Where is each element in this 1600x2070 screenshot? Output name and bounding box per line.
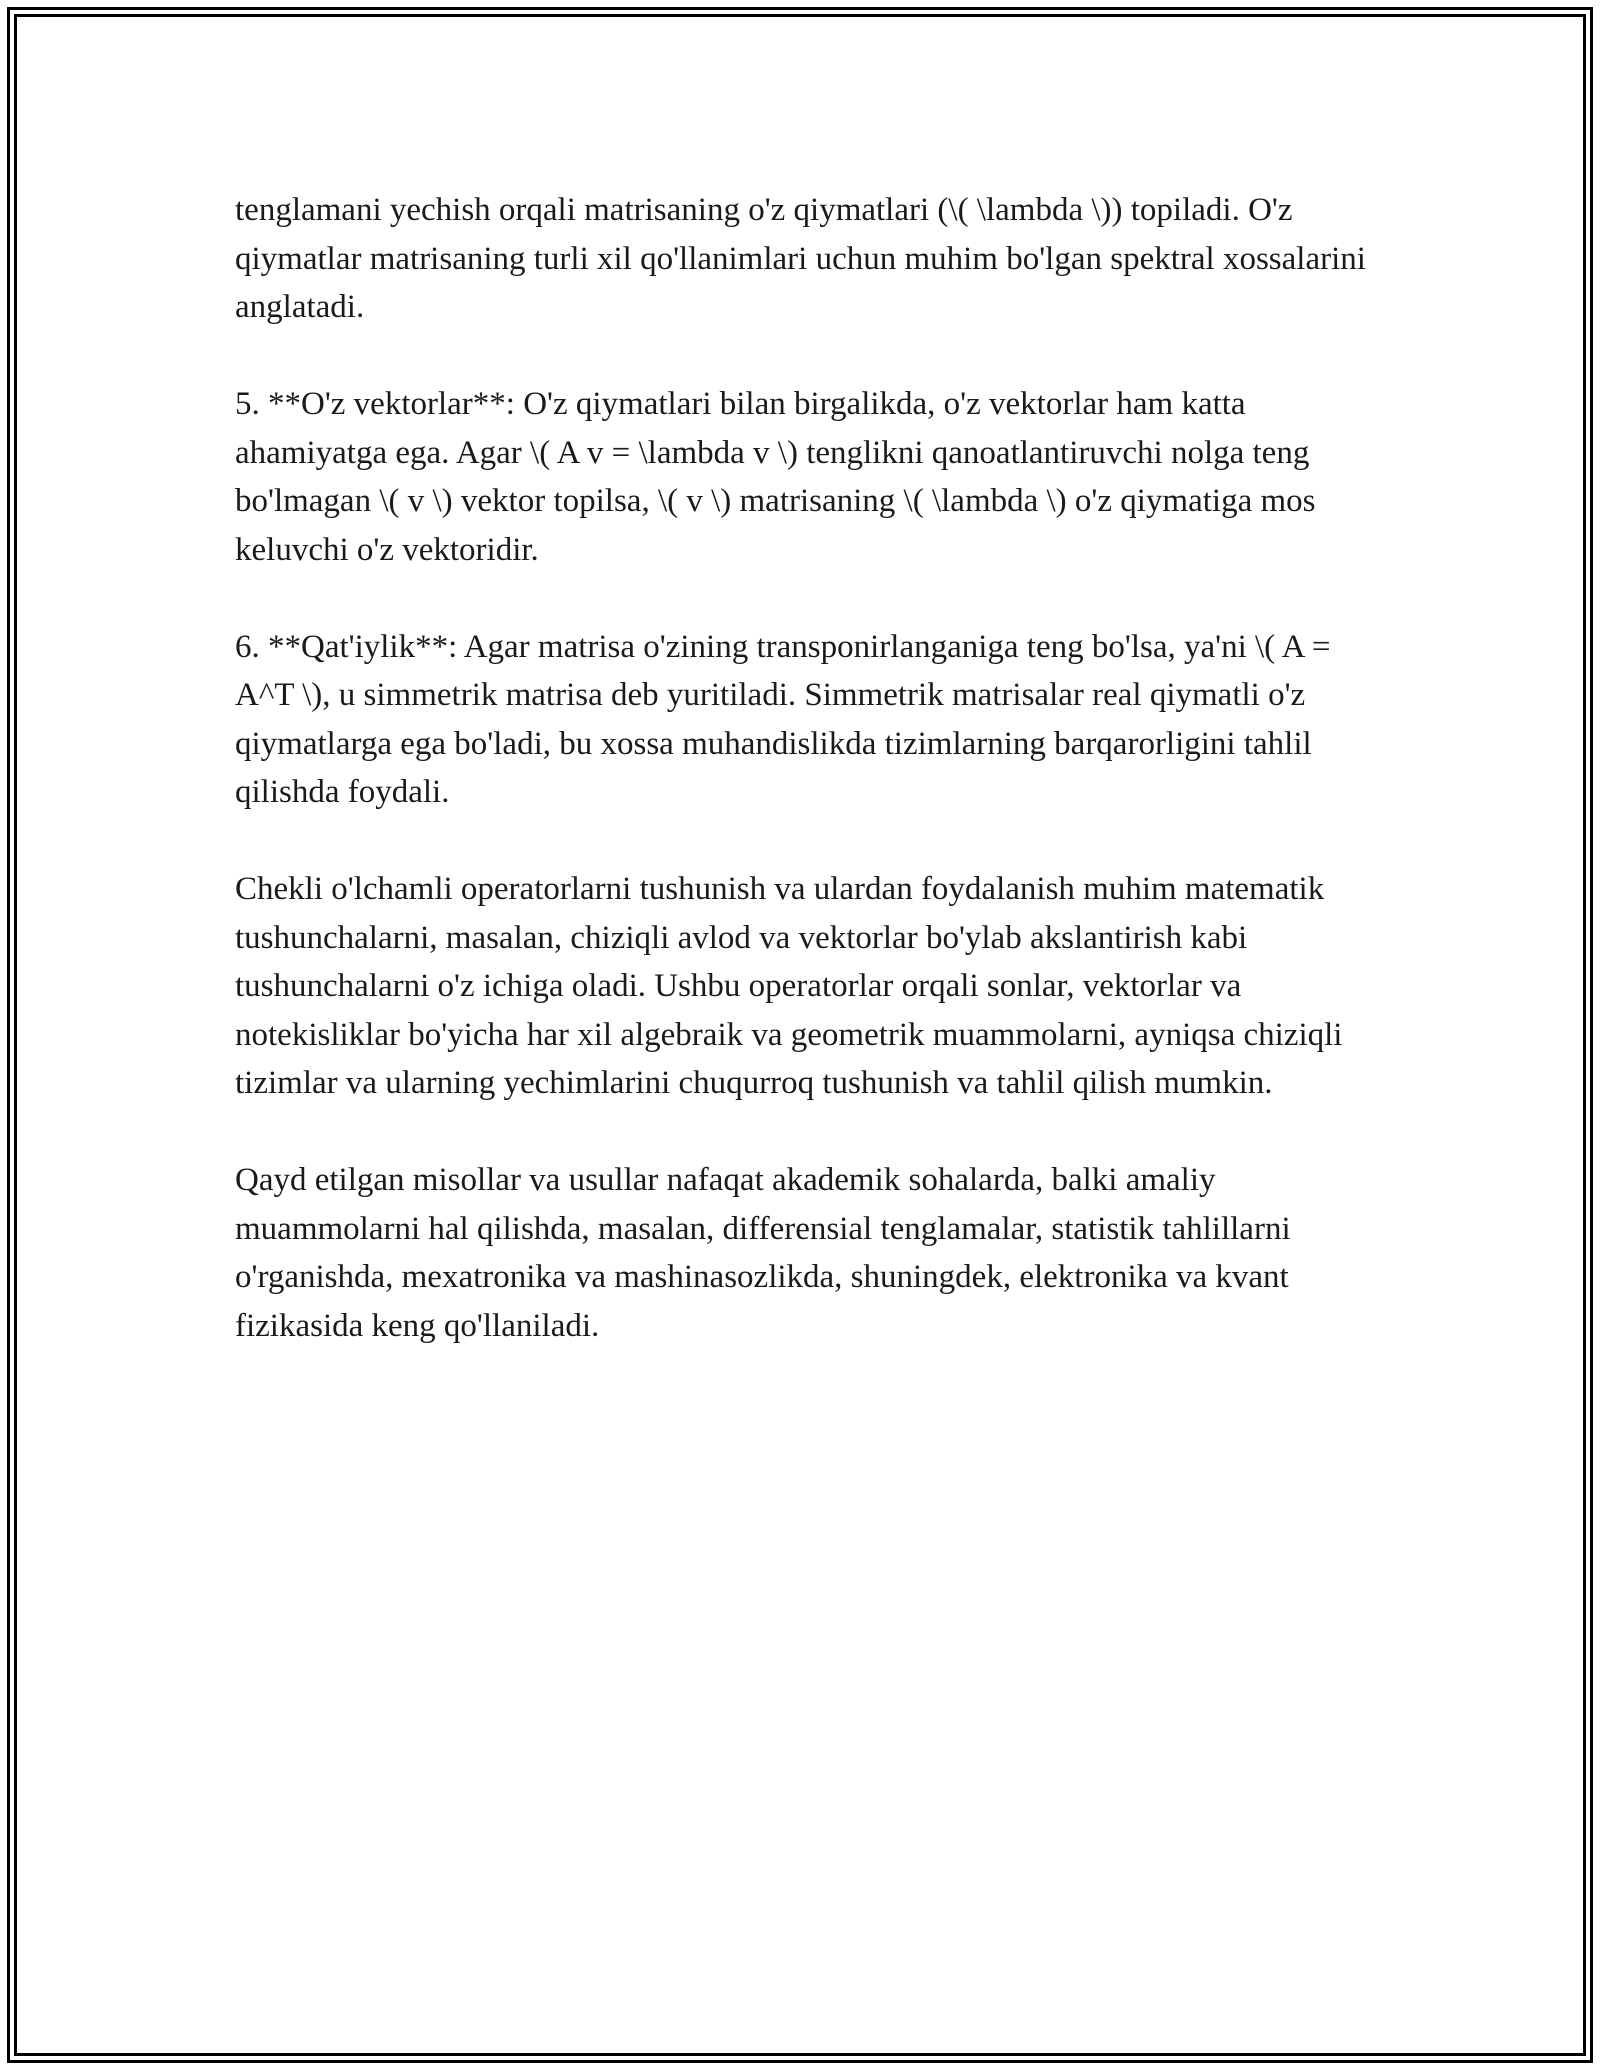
paragraph-eigenvectors: 5. **O'z vektorlar**: O'z qiymatlari bilan birgalikda, o'z vektorlar ham katta ahamiyatga ega. Agar \( A v = \lambda v \) tenglikni qanoatlantiruvchi nolga teng bo'lmagan \( v \) vektor topilsa, \( v \) matrisaning \( \lambda \) o'z qiymatiga mos keluvchi o'z vektoridir. xyxy=(235,386,1316,568)
paragraph-symmetry: 6. **Qat'iylik**: Agar matrisa o'zining transponirlanganiga teng bo'lsa, ya'ni \( A = A^T \), u simmetrik matrisa deb yuritiladi. Simmetrik matrisalar real qiymatli o'z qiymatlarga ega bo'ladi, bu xossa muhandislikda tizimlarning barqarorligini tahlil qilishda foydali. xyxy=(235,628,1331,810)
paragraph-finite-operators: Chekli o'lchamli operatorlarni tushunish va ulardan foydalanish muhim matematik tushunchalarni, masalan, chiziqli avlod va vektorlar bo'ylab akslantirish kabi tushunchalarni o'z ichiga oladi. Ushbu operatorlar orqali sonlar, vektorlar va notekisliklar bo'yicha har xil algebraik va geometrik muammolarni, ayniqsa chiziqli tizimlar va ularning yechimlarini chuqurroq tushunish va tahlil qilish mumkin. xyxy=(235,871,1343,1101)
paragraph-applications: Qayd etilgan misollar va usullar nafaqat akademik sohalarda, balki amaliy muammolarni hal qilishda, masalan, differensial tenglamalar, statistik tahlillarni o'rganishda, mexatronika va mashinasozlikda, shuningdek, elektronika va kvant fizikasida keng qo'llaniladi. xyxy=(235,1162,1291,1344)
paragraph-eigenvalues-continued: tenglamani yechish orqali matrisaning o'z qiymatlari (\( \lambda \)) topiladi. O'z qiymatlar matrisaning turli xil qo'llanimlari uchun muhim bo'lgan spektral xossalarini anglatadi. xyxy=(235,192,1366,325)
document-body xyxy=(235,186,1385,1399)
